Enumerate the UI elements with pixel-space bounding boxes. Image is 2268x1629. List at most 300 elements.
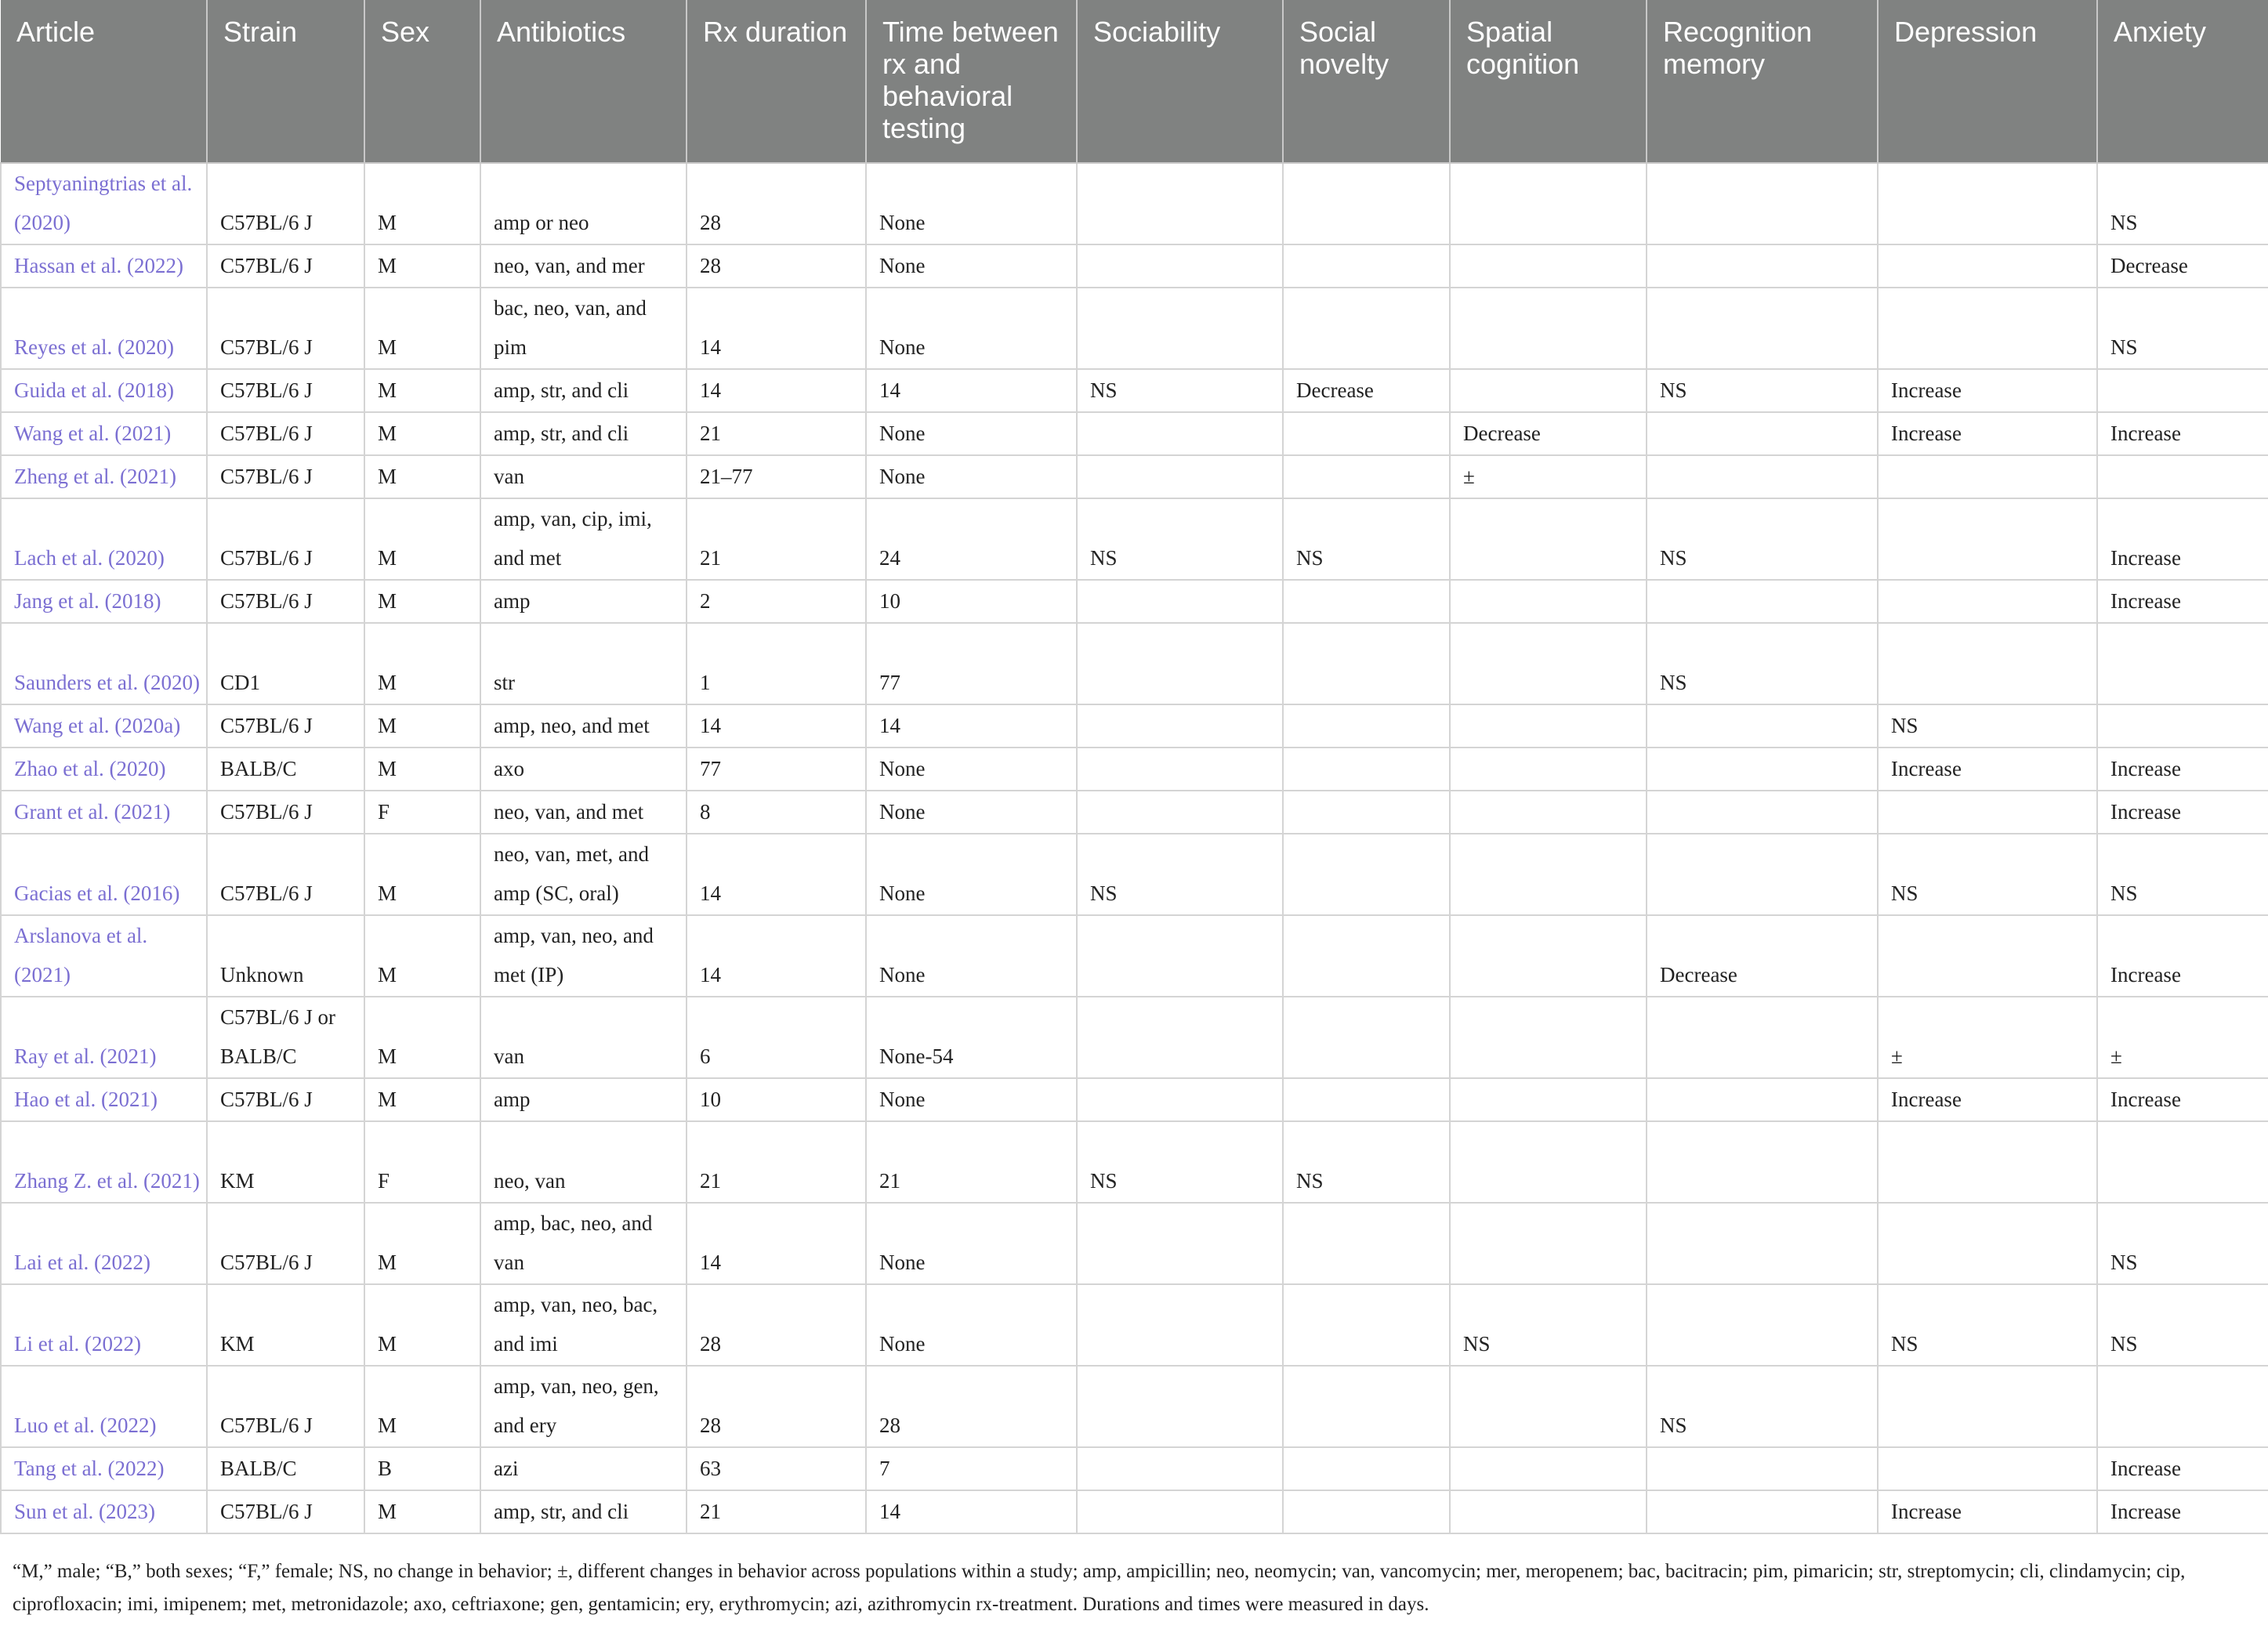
cell-sociability: [1077, 1203, 1283, 1284]
cell-rx-duration: 14: [687, 915, 866, 997]
cell-social-novelty: [1283, 834, 1450, 915]
cell-spatial-cognition: [1450, 1203, 1647, 1284]
header-article: Article: [1, 0, 207, 163]
cell-strain: C57BL/6 J: [207, 1490, 364, 1533]
cell-spatial-cognition: [1450, 1490, 1647, 1533]
cell-antibiotics: amp: [480, 580, 687, 623]
cell-anxiety: NS: [2097, 163, 2268, 244]
cell-depression: Increase: [1878, 748, 2097, 791]
cell-rx-duration: 14: [687, 1203, 866, 1284]
cell-anxiety: [2097, 1366, 2268, 1447]
cell-social-novelty: [1283, 412, 1450, 455]
cell-antibiotics: amp, bac, neo, and van: [480, 1203, 687, 1284]
table-row: [1, 369, 2268, 412]
cell-recognition-memory: [1647, 834, 1878, 915]
cell-spatial-cognition: [1450, 704, 1647, 748]
cell-antibiotics: neo, van: [480, 1121, 687, 1203]
cell-social-novelty: [1283, 704, 1450, 748]
cell-anxiety: Increase: [2097, 498, 2268, 580]
cell-recognition-memory: [1647, 163, 1878, 244]
cell-spatial-cognition: [1450, 244, 1647, 288]
cell-strain: KM: [207, 1284, 364, 1366]
cell-spatial-cognition: [1450, 580, 1647, 623]
article-link[interactable]: Sun et al. (2023): [1, 1490, 207, 1533]
cell-sex: M: [364, 915, 480, 997]
cell-depression: [1878, 1366, 2097, 1447]
cell-sociability: NS: [1077, 498, 1283, 580]
article-link[interactable]: Guida et al. (2018): [1, 369, 207, 412]
table-row: [1, 791, 2268, 834]
header-antibiotics: Antibiotics: [480, 0, 687, 163]
article-link[interactable]: Septyaningtrias et al. (2020): [1, 163, 207, 244]
cell-sex: M: [364, 704, 480, 748]
cell-sex: F: [364, 791, 480, 834]
cell-anxiety: Increase: [2097, 412, 2268, 455]
table-footnote: “M,” male; “B,” both sexes; “F,” female; NS, no change in behavior; ±, different changes in behavior across populations within a study; amp, ampicillin; neo, neomycin; van, vancomycin; mer, meropenem; bac, bacitracin; pim, pimaricin; str, streptomycin; cli, clindamycin; cip, ciprofloxacin; imi, imipenem; met, metronidazole; axo, ceftriaxone; gen, gentamicin; ery, erythromycin; azi, azithromycin rx-treatment. Durations and times were measured in days.: [13, 1561, 2186, 1615]
cell-time-between: 10: [866, 580, 1077, 623]
cell-anxiety: [2097, 623, 2268, 704]
article-link[interactable]: Hassan et al. (2022): [1, 244, 207, 288]
cell-antibiotics: neo, van, and mer: [480, 244, 687, 288]
cell-recognition-memory: [1647, 1203, 1878, 1284]
cell-sex: M: [364, 412, 480, 455]
table-row: [1, 163, 2268, 244]
cell-social-novelty: [1283, 1447, 1450, 1490]
cell-social-novelty: [1283, 1284, 1450, 1366]
cell-rx-duration: 21: [687, 498, 866, 580]
header-row: [1, 0, 2268, 163]
table-row: [1, 1366, 2268, 1447]
cell-depression: [1878, 915, 2097, 997]
article-link[interactable]: Lai et al. (2022): [1, 1203, 207, 1284]
cell-strain: KM: [207, 1121, 364, 1203]
cell-spatial-cognition: [1450, 748, 1647, 791]
cell-anxiety: Decrease: [2097, 244, 2268, 288]
cell-recognition-memory: [1647, 704, 1878, 748]
cell-time-between: None: [866, 1078, 1077, 1121]
cell-sex: M: [364, 1203, 480, 1284]
cell-sociability: [1077, 1366, 1283, 1447]
cell-antibiotics: amp, str, and cli: [480, 1490, 687, 1533]
cell-recognition-memory: NS: [1647, 1366, 1878, 1447]
cell-strain: BALB/C: [207, 748, 364, 791]
cell-sociability: [1077, 580, 1283, 623]
cell-anxiety: [2097, 704, 2268, 748]
cell-rx-duration: 2: [687, 580, 866, 623]
cell-spatial-cognition: [1450, 915, 1647, 997]
cell-anxiety: Increase: [2097, 580, 2268, 623]
cell-time-between: None: [866, 834, 1077, 915]
cell-rx-duration: 14: [687, 369, 866, 412]
cell-spatial-cognition: [1450, 1078, 1647, 1121]
cell-anxiety: [2097, 369, 2268, 412]
cell-recognition-memory: NS: [1647, 623, 1878, 704]
cell-spatial-cognition: NS: [1450, 1284, 1647, 1366]
cell-strain: C57BL/6 J: [207, 704, 364, 748]
article-link[interactable]: Lach et al. (2020): [1, 498, 207, 580]
cell-sociability: [1077, 244, 1283, 288]
header-recognition-memory: Recognition memory: [1647, 0, 1878, 163]
article-link[interactable]: Zheng et al. (2021): [1, 455, 207, 498]
cell-time-between: 14: [866, 369, 1077, 412]
table-row: [1, 997, 2268, 1078]
cell-sociability: [1077, 748, 1283, 791]
article-link[interactable]: Grant et al. (2021): [1, 791, 207, 834]
article-link[interactable]: Ray et al. (2021): [1, 997, 207, 1078]
article-link[interactable]: Reyes et al. (2020): [1, 288, 207, 369]
cell-recognition-memory: [1647, 455, 1878, 498]
header-anxiety: Anxiety: [2097, 0, 2268, 163]
cell-antibiotics: azi: [480, 1447, 687, 1490]
cell-antibiotics: amp, str, and cli: [480, 412, 687, 455]
cell-antibiotics: amp, van, cip, imi, and met: [480, 498, 687, 580]
cell-sociability: NS: [1077, 834, 1283, 915]
cell-social-novelty: [1283, 623, 1450, 704]
cell-rx-duration: 21: [687, 412, 866, 455]
cell-antibiotics: amp, str, and cli: [480, 369, 687, 412]
cell-social-novelty: [1283, 1203, 1450, 1284]
table-row: [1, 288, 2268, 369]
cell-time-between: None: [866, 1284, 1077, 1366]
cell-anxiety: NS: [2097, 288, 2268, 369]
cell-strain: C57BL/6 J: [207, 1078, 364, 1121]
cell-strain: C57BL/6 J: [207, 163, 364, 244]
cell-sociability: [1077, 1078, 1283, 1121]
cell-antibiotics: amp, neo, and met: [480, 704, 687, 748]
cell-spatial-cognition: [1450, 163, 1647, 244]
cell-depression: Increase: [1878, 369, 2097, 412]
cell-recognition-memory: [1647, 288, 1878, 369]
cell-depression: [1878, 498, 2097, 580]
cell-anxiety: ±: [2097, 997, 2268, 1078]
header-sociability: Sociability: [1077, 0, 1283, 163]
header-spatial-cognition: Spatial cognition: [1450, 0, 1647, 163]
cell-sex: M: [364, 834, 480, 915]
cell-time-between: 7: [866, 1447, 1077, 1490]
cell-sex: M: [364, 748, 480, 791]
cell-social-novelty: [1283, 1078, 1450, 1121]
header-time-between: Time between rx and behavioral testing: [866, 0, 1077, 163]
article-link[interactable]: Li et al. (2022): [1, 1284, 207, 1366]
table-row: [1, 244, 2268, 288]
cell-time-between: None: [866, 412, 1077, 455]
cell-rx-duration: 28: [687, 1366, 866, 1447]
cell-anxiety: [2097, 1121, 2268, 1203]
cell-strain: Unknown: [207, 915, 364, 997]
cell-sex: M: [364, 1490, 480, 1533]
cell-recognition-memory: Decrease: [1647, 915, 1878, 997]
cell-recognition-memory: NS: [1647, 369, 1878, 412]
cell-rx-duration: 8: [687, 791, 866, 834]
cell-sociability: [1077, 1490, 1283, 1533]
cell-depression: [1878, 580, 2097, 623]
cell-time-between: None: [866, 915, 1077, 997]
cell-rx-duration: 28: [687, 1284, 866, 1366]
cell-sex: M: [364, 1284, 480, 1366]
cell-social-novelty: [1283, 580, 1450, 623]
cell-strain: C57BL/6 J: [207, 369, 364, 412]
cell-time-between: None: [866, 163, 1077, 244]
cell-antibiotics: bac, neo, van, and pim: [480, 288, 687, 369]
cell-time-between: 28: [866, 1366, 1077, 1447]
cell-rx-duration: 21–77: [687, 455, 866, 498]
table-row: [1, 1284, 2268, 1366]
cell-spatial-cognition: ±: [1450, 455, 1647, 498]
article-link[interactable]: Tang et al. (2022): [1, 1447, 207, 1490]
cell-anxiety: NS: [2097, 834, 2268, 915]
cell-time-between: None: [866, 455, 1077, 498]
cell-depression: NS: [1878, 1284, 2097, 1366]
cell-rx-duration: 14: [687, 288, 866, 369]
table-row: [1, 748, 2268, 791]
cell-sex: M: [364, 1078, 480, 1121]
cell-sociability: [1077, 412, 1283, 455]
article-link[interactable]: Luo et al. (2022): [1, 1366, 207, 1447]
cell-strain: C57BL/6 J: [207, 791, 364, 834]
cell-social-novelty: [1283, 1366, 1450, 1447]
cell-antibiotics: amp: [480, 1078, 687, 1121]
cell-depression: ±: [1878, 997, 2097, 1078]
cell-strain: C57BL/6 J: [207, 455, 364, 498]
cell-depression: NS: [1878, 834, 2097, 915]
cell-time-between: 77: [866, 623, 1077, 704]
cell-depression: Increase: [1878, 1490, 2097, 1533]
cell-recognition-memory: [1647, 1284, 1878, 1366]
cell-anxiety: Increase: [2097, 1078, 2268, 1121]
cell-spatial-cognition: [1450, 1447, 1647, 1490]
table-row: [1, 1203, 2268, 1284]
cell-anxiety: [2097, 455, 2268, 498]
cell-sociability: NS: [1077, 369, 1283, 412]
cell-sociability: [1077, 1284, 1283, 1366]
cell-antibiotics: amp or neo: [480, 163, 687, 244]
article-link[interactable]: Gacias et al. (2016): [1, 834, 207, 915]
cell-rx-duration: 21: [687, 1490, 866, 1533]
table-row: [1, 498, 2268, 580]
cell-time-between: None-54: [866, 997, 1077, 1078]
cell-sociability: [1077, 704, 1283, 748]
cell-recognition-memory: [1647, 244, 1878, 288]
cell-anxiety: NS: [2097, 1284, 2268, 1366]
cell-strain: C57BL/6 J: [207, 1203, 364, 1284]
cell-depression: [1878, 288, 2097, 369]
cell-social-novelty: [1283, 997, 1450, 1078]
article-link[interactable]: Arslanova et al. (2021): [1, 915, 207, 997]
cell-time-between: 14: [866, 704, 1077, 748]
table-row: [1, 623, 2268, 704]
article-link[interactable]: Zhang Z. et al. (2021): [1, 1121, 207, 1203]
article-link[interactable]: Wang et al. (2020a): [1, 704, 207, 748]
cell-social-novelty: [1283, 455, 1450, 498]
cell-depression: [1878, 455, 2097, 498]
cell-anxiety: Increase: [2097, 1447, 2268, 1490]
cell-spatial-cognition: Decrease: [1450, 412, 1647, 455]
cell-recognition-memory: [1647, 580, 1878, 623]
cell-depression: [1878, 163, 2097, 244]
cell-antibiotics: str: [480, 623, 687, 704]
header-depression: Depression: [1878, 0, 2097, 163]
cell-sex: M: [364, 623, 480, 704]
cell-rx-duration: 63: [687, 1447, 866, 1490]
cell-depression: [1878, 1447, 2097, 1490]
cell-anxiety: Increase: [2097, 748, 2268, 791]
header-strain: Strain: [207, 0, 364, 163]
cell-recognition-memory: [1647, 1447, 1878, 1490]
cell-sociability: [1077, 915, 1283, 997]
table-row: [1, 1078, 2268, 1121]
cell-sex: M: [364, 369, 480, 412]
cell-strain: C57BL/6 J: [207, 288, 364, 369]
cell-strain: BALB/C: [207, 1447, 364, 1490]
cell-recognition-memory: [1647, 748, 1878, 791]
cell-strain: C57BL/6 J: [207, 412, 364, 455]
cell-spatial-cognition: [1450, 834, 1647, 915]
cell-spatial-cognition: [1450, 288, 1647, 369]
cell-social-novelty: NS: [1283, 498, 1450, 580]
cell-depression: [1878, 623, 2097, 704]
cell-antibiotics: van: [480, 997, 687, 1078]
cell-social-novelty: [1283, 915, 1450, 997]
header-sex: Sex: [364, 0, 480, 163]
cell-recognition-memory: [1647, 997, 1878, 1078]
cell-recognition-memory: [1647, 1078, 1878, 1121]
cell-spatial-cognition: [1450, 997, 1647, 1078]
table-row: [1, 412, 2268, 455]
cell-anxiety: Increase: [2097, 791, 2268, 834]
cell-sex: M: [364, 580, 480, 623]
cell-antibiotics: axo: [480, 748, 687, 791]
cell-recognition-memory: [1647, 1490, 1878, 1533]
cell-strain: C57BL/6 J: [207, 580, 364, 623]
cell-time-between: 14: [866, 1490, 1077, 1533]
cell-anxiety: Increase: [2097, 915, 2268, 997]
cell-social-novelty: [1283, 1490, 1450, 1533]
cell-social-novelty: [1283, 748, 1450, 791]
table-row: [1, 455, 2268, 498]
cell-sociability: [1077, 791, 1283, 834]
table-row: [1, 1447, 2268, 1490]
cell-rx-duration: 14: [687, 704, 866, 748]
cell-sociability: [1077, 1447, 1283, 1490]
cell-depression: [1878, 1121, 2097, 1203]
cell-sex: M: [364, 1366, 480, 1447]
cell-rx-duration: 28: [687, 163, 866, 244]
cell-recognition-memory: [1647, 791, 1878, 834]
cell-anxiety: NS: [2097, 1203, 2268, 1284]
header-social-novelty: Social novelty: [1283, 0, 1450, 163]
table-row: [1, 915, 2268, 997]
cell-time-between: 21: [866, 1121, 1077, 1203]
cell-antibiotics: amp, van, neo, gen, and ery: [480, 1366, 687, 1447]
cell-time-between: None: [866, 748, 1077, 791]
cell-sociability: [1077, 288, 1283, 369]
article-link[interactable]: Hao et al. (2021): [1, 1078, 207, 1121]
cell-sex: F: [364, 1121, 480, 1203]
cell-antibiotics: van: [480, 455, 687, 498]
cell-rx-duration: 10: [687, 1078, 866, 1121]
cell-sex: M: [364, 163, 480, 244]
cell-sociability: [1077, 623, 1283, 704]
cell-sociability: [1077, 997, 1283, 1078]
cell-antibiotics: neo, van, and met: [480, 791, 687, 834]
cell-sociability: NS: [1077, 1121, 1283, 1203]
cell-antibiotics: neo, van, met, and amp (SC, oral): [480, 834, 687, 915]
cell-depression: Increase: [1878, 1078, 2097, 1121]
cell-anxiety: Increase: [2097, 1490, 2268, 1533]
cell-social-novelty: Decrease: [1283, 369, 1450, 412]
cell-depression: Increase: [1878, 412, 2097, 455]
cell-rx-duration: 28: [687, 244, 866, 288]
cell-spatial-cognition: [1450, 623, 1647, 704]
cell-sex: M: [364, 288, 480, 369]
cell-strain: C57BL/6 J: [207, 834, 364, 915]
cell-sex: M: [364, 455, 480, 498]
cell-strain: C57BL/6 J: [207, 498, 364, 580]
cell-spatial-cognition: [1450, 1121, 1647, 1203]
cell-recognition-memory: NS: [1647, 498, 1878, 580]
cell-time-between: None: [866, 288, 1077, 369]
cell-time-between: None: [866, 244, 1077, 288]
cell-rx-duration: 77: [687, 748, 866, 791]
cell-antibiotics: amp, van, neo, bac, and imi: [480, 1284, 687, 1366]
cell-time-between: 24: [866, 498, 1077, 580]
cell-depression: NS: [1878, 704, 2097, 748]
table-row: [1, 1121, 2268, 1203]
cell-spatial-cognition: [1450, 791, 1647, 834]
cell-sex: M: [364, 997, 480, 1078]
cell-sociability: [1077, 163, 1283, 244]
cell-strain: C57BL/6 J: [207, 244, 364, 288]
cell-rx-duration: 21: [687, 1121, 866, 1203]
table-row: [1, 580, 2268, 623]
cell-strain: C57BL/6 J: [207, 1366, 364, 1447]
cell-social-novelty: [1283, 163, 1450, 244]
article-link[interactable]: Saunders et al. (2020): [1, 623, 207, 704]
cell-depression: [1878, 1203, 2097, 1284]
cell-spatial-cognition: [1450, 1366, 1647, 1447]
table-row: [1, 1490, 2268, 1533]
table-row: [1, 834, 2268, 915]
cell-antibiotics: amp, van, neo, and met (IP): [480, 915, 687, 997]
cell-social-novelty: [1283, 288, 1450, 369]
cell-recognition-memory: [1647, 412, 1878, 455]
cell-time-between: None: [866, 791, 1077, 834]
header-rx-duration: Rx duration: [687, 0, 866, 163]
cell-time-between: None: [866, 1203, 1077, 1284]
cell-sex: B: [364, 1447, 480, 1490]
cell-sex: M: [364, 498, 480, 580]
article-link[interactable]: Jang et al. (2018): [1, 580, 207, 623]
cell-social-novelty: [1283, 244, 1450, 288]
cell-rx-duration: 14: [687, 834, 866, 915]
cell-spatial-cognition: [1450, 369, 1647, 412]
cell-strain: CD1: [207, 623, 364, 704]
cell-depression: [1878, 244, 2097, 288]
cell-social-novelty: NS: [1283, 1121, 1450, 1203]
cell-recognition-memory: [1647, 1121, 1878, 1203]
cell-social-novelty: [1283, 791, 1450, 834]
cell-rx-duration: 1: [687, 623, 866, 704]
table-row: [1, 704, 2268, 748]
cell-sex: M: [364, 244, 480, 288]
cell-rx-duration: 6: [687, 997, 866, 1078]
cell-sociability: [1077, 455, 1283, 498]
table-body: [1, 163, 2268, 1533]
article-link[interactable]: Wang et al. (2021): [1, 412, 207, 455]
cell-depression: [1878, 791, 2097, 834]
cell-spatial-cognition: [1450, 498, 1647, 580]
article-link[interactable]: Zhao et al. (2020): [1, 748, 207, 791]
